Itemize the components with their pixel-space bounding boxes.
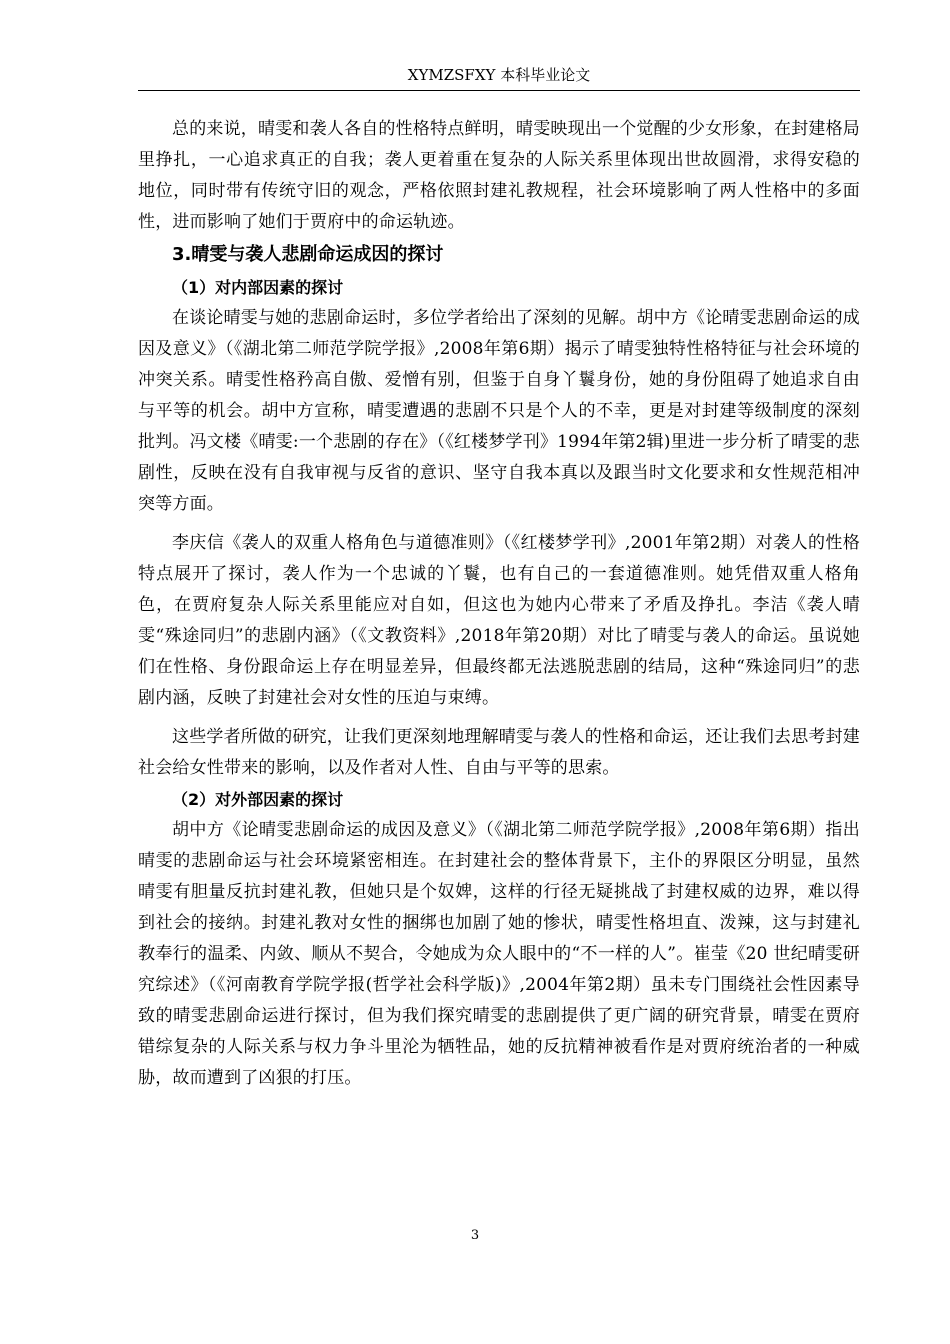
page-header <box>138 64 860 91</box>
paragraph-internal-2: 李庆信《袭人的双重人格角色与道德准则》（《红楼梦学刊》,2001年第2期）对袭人的性格特点展开了探讨，袭人作为一个忠诚的丫鬟，也有自己的一套道德准则。她凭借双重人格角色，在贾府复杂人际关系里能应对自如，但这也为她内心带来了矛盾及挣扎。李洁《袭人晴雯“殊途同归”的悲剧内涵》（《文教资料》,2018年第20期）对比了晴雯与袭人的命运。虽说她们在性格、身份跟命运上存在明显差异，但最终都无法逃脱悲剧的结局，这种“殊途同归”的悲剧内涵，反映了封建社会对女性的压迫与束缚。 <box>138 533 860 708</box>
section-title: 3.晴雯与袭人悲剧命运成因的探讨 <box>172 244 444 265</box>
document-body <box>138 114 860 1094</box>
page-number: 3 <box>470 1228 480 1243</box>
paragraph-internal-3: 这些学者所做的研究，让我们更深刻地理解晴雯与袭人的性格和命运，还让我们去思考封建社会给女性带来的影响，以及作者对人性、自由与平等的思索。 <box>138 727 860 778</box>
paragraph-internal-1: 在谈论晴雯与她的悲剧命运时，多位学者给出了深刻的见解。胡中方《论晴雯悲剧命运的成因及意义》（《湖北第二师范学院学报》,2008年第6期）揭示了晴雯独特性格特征与社会环境的冲突关系。晴雯性格矜高自傲、爱憎有别，但鉴于自身丫鬟身份，她的身份阻碍了她追求自由与平等的机会。胡中方宣称，晴雯遭遇的悲剧不只是个人的不幸，更是对封建等级制度的深刻批判。冯文楼《晴雯:一个悲剧的存在》（《红楼梦学刊》1994年第2辑)里进一步分析了晴雯的悲剧性，反映在没有自我审视与反省的意识、坚守自我本真以及跟当时文化要求和女性规范相冲突等方面。 <box>138 308 860 514</box>
paragraph-summary: 总的来说，晴雯和袭人各自的性格特点鲜明，晴雯映现出一个觉醒的少女形象，在封建格局里挣扎，一心追求真正的自我；袭人更着重在复杂的人际关系里体现出世故圆滑，求得安稳的地位，同时带有传统守旧的观念，严格依照封建礼教规程，社会环境影响了两人性格中的多面性，进而影响了她们于贾府中的命运轨迹。 <box>138 119 860 232</box>
subsection-title-external: （2）对外部因素的探讨 <box>172 790 344 809</box>
paragraph-external-1: 胡中方《论晴雯悲剧命运的成因及意义》（《湖北第二师范学院学报》,2008年第6期）指出晴雯的悲剧命运与社会环境紧密相连。在封建社会的整体背景下，主仆的界限区分明显，虽然晴雯有胆量反抗封建礼教，但她只是个奴婢，这样的行径无疑挑战了封建权威的边界，难以得到社会的接纳。封建礼教对女性的捆绑也加剧了她的惨状，晴雯性格坦直、泼辣，这与封建礼教奉行的温柔、内敛、顺从不契合，令她成为众人眼中的“不一样的人”。崔莹《20 世纪晴雯研究综述》（《河南教育学院学报(哲学社会科学版)》,2004年第2期）虽未专门围绕社会性因素导致的晴雯悲剧命运进行探讨，但为我们探究晴雯的悲剧提供了更广阔的研究背景，晴雯在贾府错综复杂的人际关系与权力争斗里沦为牺牲品，她的反抗精神被看作是对贾府统治者的一种威胁，故而遭到了凶狠的打压。 <box>138 820 860 1088</box>
header-title: XYMZSFXY 本科毕业论文 <box>407 66 591 84</box>
subsection-title-internal: （1）对内部因素的探讨 <box>172 278 344 297</box>
